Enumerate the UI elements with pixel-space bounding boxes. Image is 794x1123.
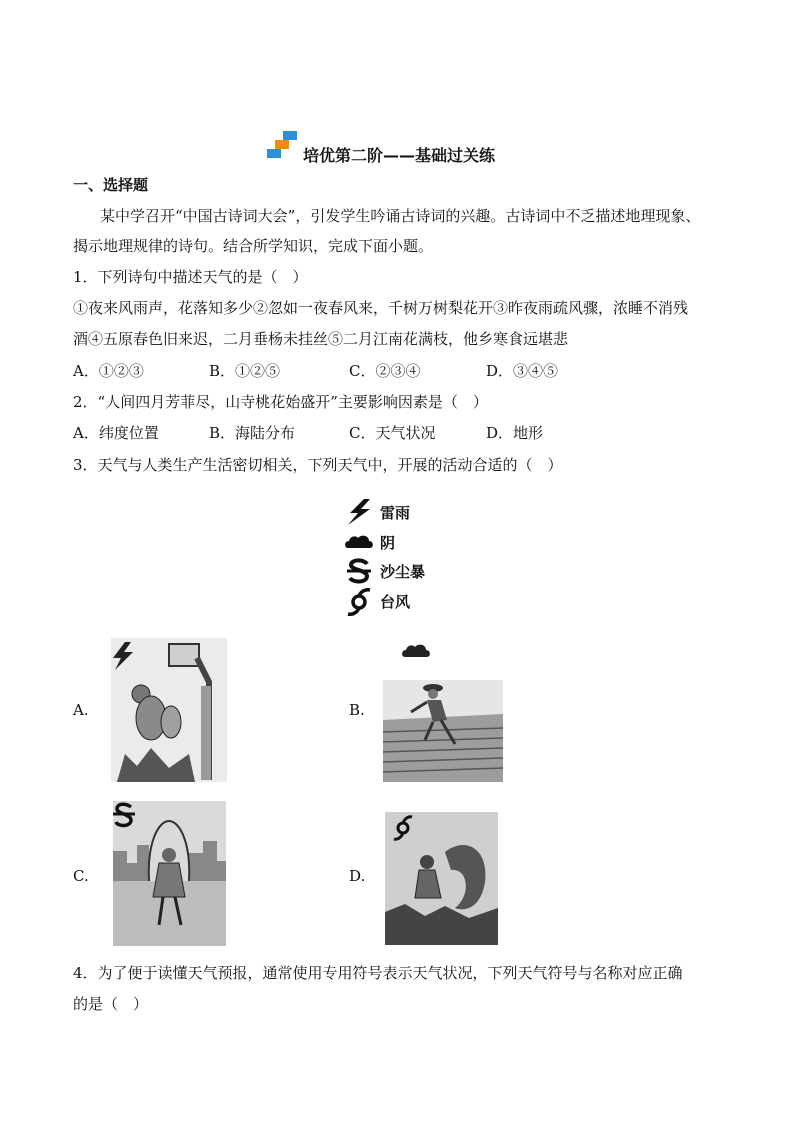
q3-stem: 3．天气与人类生产生活密切相关，下列天气中，开展的活动合适的（ ） (73, 456, 563, 474)
weather-legend (344, 498, 454, 616)
section-title: 一、选择题 (73, 176, 149, 194)
legend-label-sandstorm: 沙尘暴 (380, 563, 426, 581)
q1-body-line-1: ①夜来风雨声，花落知多少②忽如一夜春风来，千树万树梨花开③昨夜雨疏风骤，浓睡不消残 (73, 299, 689, 317)
title-logo (267, 131, 303, 159)
legend-label-typhoon: 台风 (380, 593, 411, 611)
q3-option-b-cloud-icon (401, 641, 431, 661)
lightning-icon (344, 498, 374, 526)
q1-option-a[interactable]: A．①②③ (73, 362, 144, 380)
q3-option-c-image[interactable] (113, 801, 226, 946)
q2-option-a[interactable]: A．纬度位置 (73, 424, 159, 442)
q1-option-d[interactable]: D．③④⑤ (486, 362, 559, 380)
q3-option-c-label[interactable]: C. (73, 867, 89, 885)
q1-stem: 1．下列诗句中描述天气的是（ ） (73, 268, 308, 286)
q3-option-d-image[interactable] (385, 812, 498, 945)
q1-body-line-2: 酒④五原春色旧来迟，二月垂杨未挂丝⑤二月江南花满枝，他乡寒食远堪悲 (73, 330, 569, 348)
cloud-icon (344, 532, 374, 552)
q2-option-b[interactable]: B．海陆分布 (209, 424, 296, 442)
q1-option-b[interactable]: B．①②⑤ (209, 362, 281, 380)
intro-line-2: 揭示地理规律的诗句。结合所学知识，完成下面小题。 (73, 237, 434, 255)
q4-stem-line-1: 4．为了便于读懂天气预报，通常使用专用符号表示天气状况，下列天气符号与名称对应正确 (73, 964, 683, 982)
q3-option-b-image[interactable] (383, 680, 503, 782)
q3-option-a-label[interactable]: A. (73, 701, 89, 719)
intro-line-1: 某中学召开“中国古诗词大会”，引发学生吟诵古诗词的兴趣。古诗词中不乏描述地理现象、 (100, 207, 701, 225)
legend-label-thunderstorm: 雷雨 (380, 504, 411, 522)
q4-stem-line-2: 的是（ ） (73, 995, 149, 1013)
legend-label-overcast: 阴 (380, 534, 396, 552)
q2-stem: 2．“人间四月芳菲尽，山寺桃花始盛开”主要影响因素是（ ） (73, 393, 488, 411)
page-title: 培优第二阶——基础过关练 (303, 146, 496, 165)
q3-option-a-image[interactable] (111, 638, 227, 782)
q3-option-b-label[interactable]: B. (349, 701, 365, 719)
q3-option-d-label[interactable]: D. (349, 867, 366, 885)
q1-option-c[interactable]: C．②③④ (349, 362, 421, 380)
sandstorm-icon (346, 558, 372, 584)
typhoon-icon (346, 588, 372, 616)
q2-option-d[interactable]: D．地形 (486, 424, 544, 442)
q2-option-c[interactable]: C．天气状况 (349, 424, 436, 442)
